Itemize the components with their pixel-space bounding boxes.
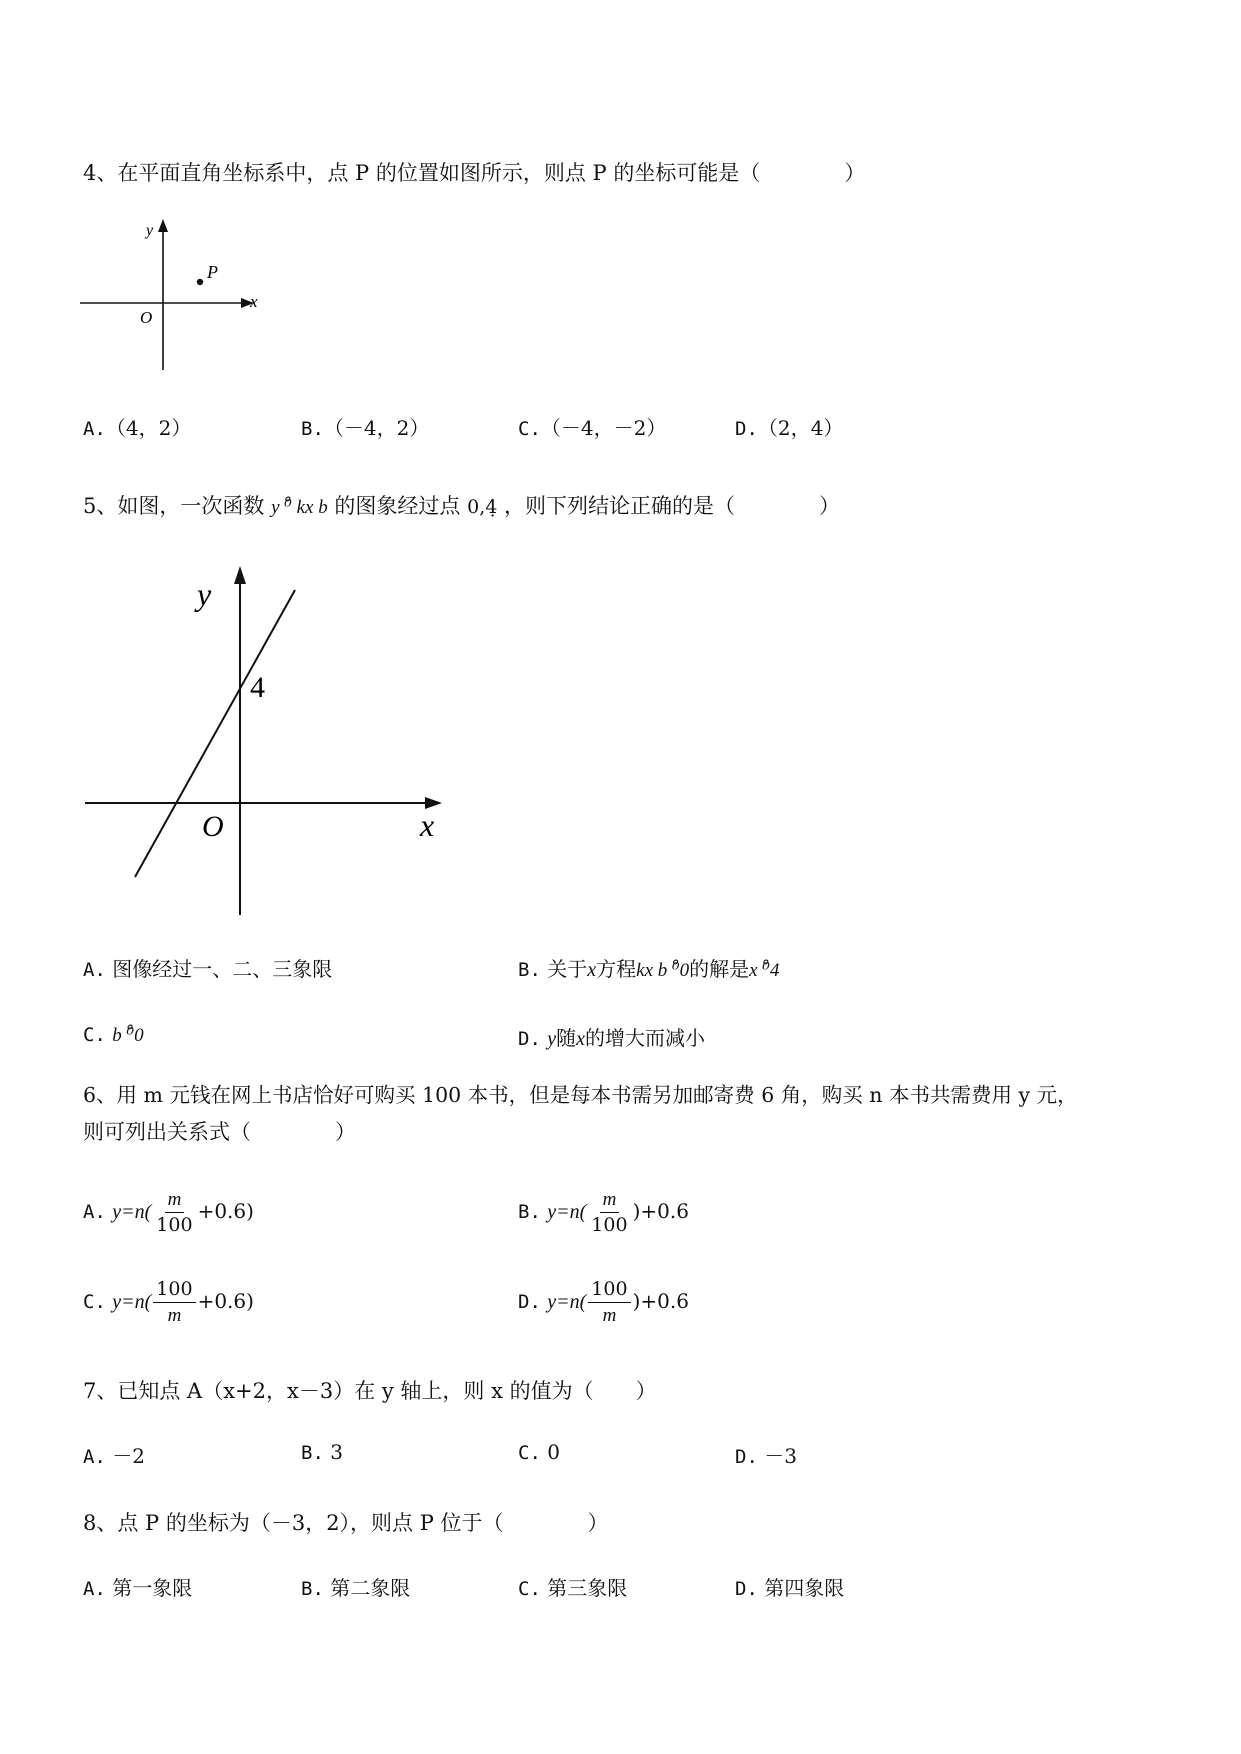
q6-stem-line1: 6、用 m 元钱在网上书店恰好可购买 100 本书，但是每本书需另加邮寄费 6 角，购买 n 本书共需费用 y 元， bbox=[83, 1083, 1078, 1107]
q6-option-d[interactable]: D. y=n( $\frac{100}{m}$ )+0.6 bbox=[518, 1278, 689, 1326]
q4-option-c[interactable]: C.（－4，－2） bbox=[518, 416, 667, 440]
q6-option-b[interactable]: B. y=n( $\frac{m}{100}$ )+0.6 bbox=[518, 1189, 689, 1236]
q8-option-d[interactable]: D. 第四象限 bbox=[735, 1576, 845, 1600]
q6-option-c[interactable]: C. y=n( $\frac{100}{m}$ +0.6) bbox=[83, 1278, 254, 1326]
q6-c-fraction: $\frac{100}{m}$ bbox=[153, 1280, 195, 1325]
q5-x-label: x bbox=[420, 807, 435, 843]
q4-y-label: y bbox=[146, 222, 154, 239]
q4-stem: 4、在平面直角坐标系中，点 P 的位置如图所示，则点 P 的坐标可能是（ ） bbox=[83, 161, 866, 185]
q4-option-b[interactable]: B.（－4，2） bbox=[301, 416, 430, 440]
q6-option-a[interactable]: A. y=n( $\frac{m}{100}$ +0.6) bbox=[83, 1189, 254, 1236]
q7-stem: 7、已知点 A（x+2，x－3）在 y 轴上，则 x 的值为（ ） bbox=[83, 1379, 657, 1403]
q6-a-fraction: $\frac{m}{100}$ bbox=[156, 1189, 193, 1236]
q5-option-d[interactable]: D. y随x的增大而减小 bbox=[518, 1026, 706, 1050]
q4-x-label: x bbox=[250, 292, 258, 311]
q5-y-label: y bbox=[197, 576, 212, 612]
q5-function-formula: y ⁰̊ kx b bbox=[271, 497, 328, 518]
q5-stem: 5、如图，一次函数 y ⁰̊ kx b 的图象经过点 0,4̣ ，则下列结论正确的是（ ） bbox=[83, 494, 841, 518]
q6-b-fraction: $\frac{m}{100}$ bbox=[591, 1189, 628, 1236]
q7-option-b[interactable]: B. 3 bbox=[301, 1440, 343, 1464]
q7-option-c[interactable]: C. 0 bbox=[518, 1440, 560, 1464]
q5-option-b[interactable]: B. 关于x方程kx b ⁰̊0的解是x ⁰̊4 bbox=[518, 957, 780, 981]
q8-stem: 8、点 P 的坐标为（－3，2），则点 P 位于（ ） bbox=[83, 1511, 609, 1535]
q5-origin-label: O bbox=[202, 810, 224, 843]
q6-stem-line2: 则可列出关系式（ ） bbox=[83, 1120, 356, 1144]
q8-option-b[interactable]: B. 第二象限 bbox=[301, 1576, 411, 1600]
q4-point-p bbox=[197, 279, 203, 285]
q4-option-a[interactable]: A.（4，2） bbox=[83, 416, 192, 440]
q4-point-label: P bbox=[207, 262, 218, 282]
q8-option-a[interactable]: A. 第一象限 bbox=[83, 1576, 193, 1600]
q5-intercept-label: 4 bbox=[250, 671, 265, 704]
q7-option-d[interactable]: D. －3 bbox=[735, 1444, 797, 1468]
q8-option-c[interactable]: C. 第三象限 bbox=[518, 1576, 628, 1600]
q5-option-c[interactable]: C. b ⁰̊0 bbox=[83, 1024, 144, 1046]
q5-figure bbox=[80, 560, 450, 920]
q7-option-a[interactable]: A. －2 bbox=[83, 1444, 145, 1468]
q5-point-formula: 0,4̣ bbox=[467, 496, 498, 518]
q4-figure bbox=[80, 215, 280, 375]
q4-option-d[interactable]: D.（2，4） bbox=[735, 416, 844, 440]
q4-origin-label: O bbox=[140, 308, 153, 327]
q5-option-a[interactable]: A. 图像经过一、二、三象限 bbox=[83, 957, 333, 981]
q6-d-fraction: $\frac{100}{m}$ bbox=[588, 1280, 630, 1325]
